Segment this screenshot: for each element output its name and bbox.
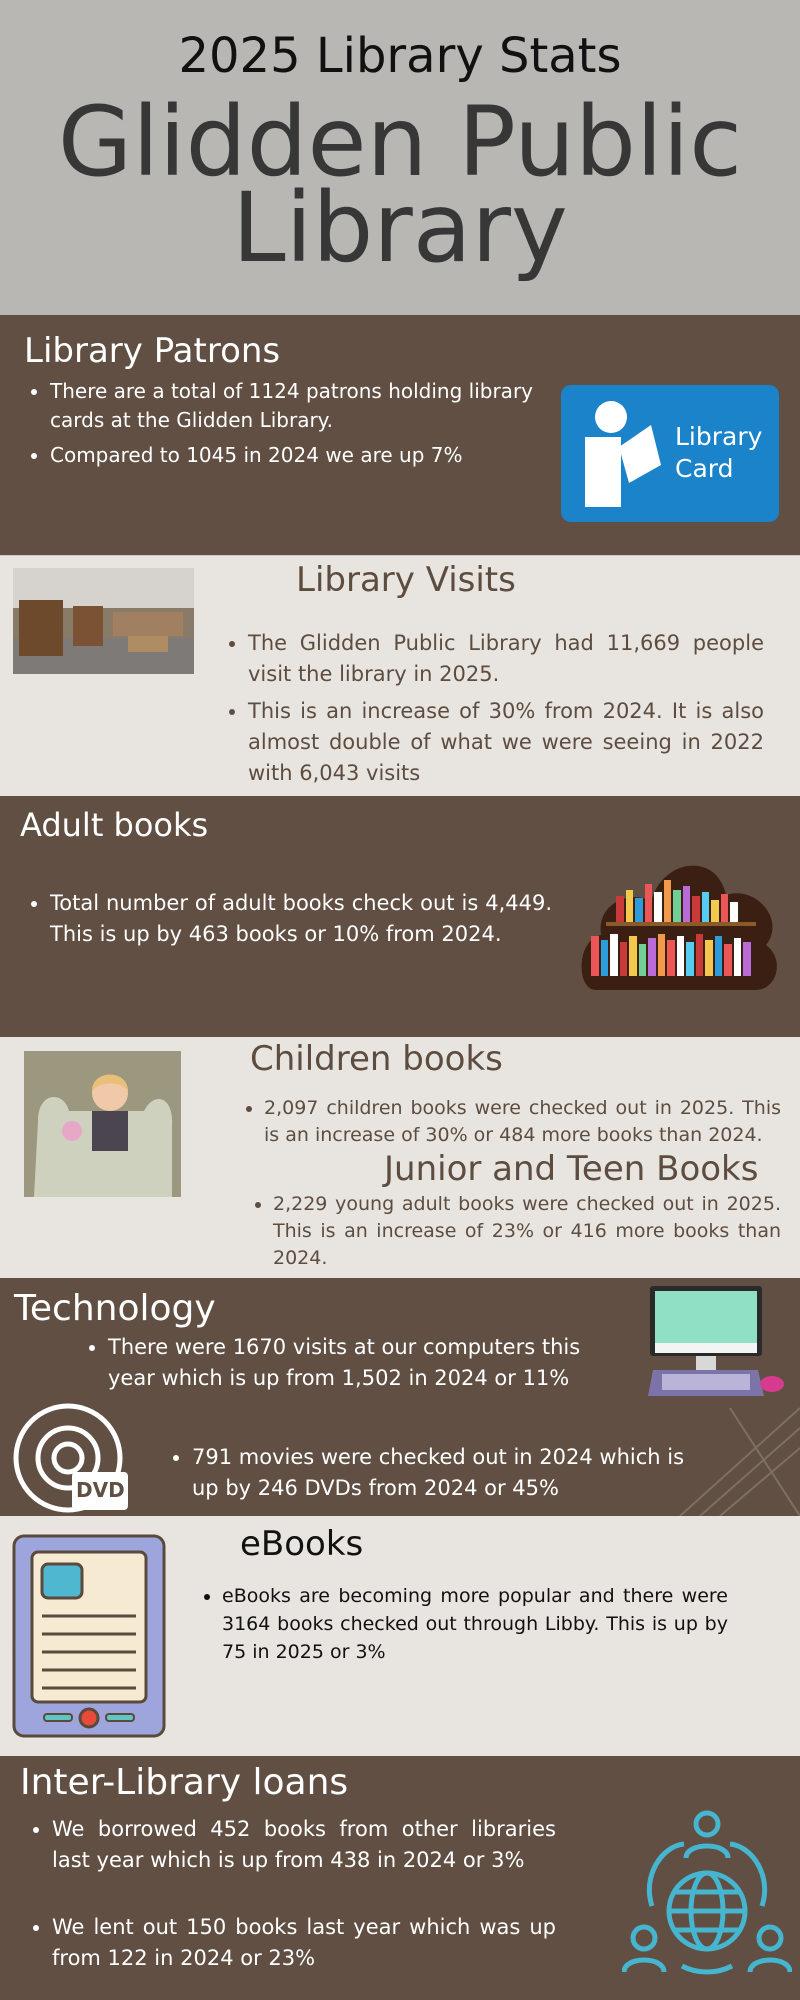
section-ebooks (0, 1516, 800, 1756)
ebooks-heading: eBooks (240, 1524, 364, 1564)
ill-list-2 (26, 1912, 556, 1980)
patrons-bullet-2: • Compared to 1045 in 2024 we are up 7% (50, 441, 554, 470)
section-technology (0, 1278, 800, 1516)
page-title-line2: Library (232, 172, 568, 284)
children-list (238, 1095, 781, 1155)
adult-list (24, 888, 552, 956)
adult-bullet-1: • Total number of adult books check out is 4,449. This is up by 463 books or 10% from 2024. (50, 888, 552, 950)
ill-bullet-1: • We borrowed 452 books from other libraries last year which is up from 438 in 2024 or 3% (52, 1814, 556, 1876)
patrons-bullet-1: • There are a total of 1124 patrons holding library cards at the Glidden Library. (50, 377, 554, 435)
teen-bullet-1: • 2,229 young adult books were checked out in 2025. This is an increase of 23% or 416 more books than 2024. (273, 1191, 781, 1272)
section-adult-books (0, 796, 800, 1037)
section-children-books (0, 1037, 800, 1278)
library-interior-photo (13, 568, 194, 674)
children-heading: Children books (250, 1039, 503, 1079)
dvd-bullet-1: • 791 movies were checked out in 2024 which is up by 246 DVDs from 2024 or 45% (192, 1442, 706, 1504)
section-visits (0, 555, 800, 795)
bookshelf-cloud-icon (576, 840, 780, 990)
patrons-list (24, 377, 554, 476)
dvd-label: DVD (76, 1478, 125, 1502)
technology-bullet-1: • There were 1670 visits at our computers this year which is up from 1,502 in 2024 or 11% (108, 1332, 622, 1394)
teen-list (247, 1191, 781, 1278)
ill-list-1 (26, 1814, 556, 1882)
section-inter-library-loans (0, 1756, 800, 2000)
global-network-icon (622, 1806, 792, 1976)
visits-bullet-1: • The Glidden Public Library had 11,669 people visit the library in 2025. (248, 628, 764, 690)
header-banner (0, 0, 800, 315)
child-reading-photo (24, 1051, 181, 1197)
section-patrons (0, 315, 800, 555)
children-bullet-1: • 2,097 children books were checked out in 2025. This is an increase of 30% or 484 more books than 2024. (264, 1095, 781, 1149)
dvd-icon (12, 1402, 130, 1514)
page-subtitle: 2025 Library Stats (178, 28, 622, 84)
visits-bullet-2: • This is an increase of 30% from 2024. It is also almost double of what we were seeing in 2022 with 6,043 visits (248, 696, 764, 789)
ebooks-list (196, 1582, 728, 1672)
teen-heading: Junior and Teen Books (380, 1149, 758, 1189)
technology-list (82, 1332, 622, 1400)
visits-heading: Library Visits (296, 560, 516, 600)
library-card-icon (561, 385, 779, 522)
ill-heading: Inter-Library loans (20, 1762, 349, 1803)
ebooks-bullet-1: • eBooks are becoming more popular and there were 3164 books checked out through Libby. This is up by 75 in 2025 or 3% (222, 1582, 728, 1666)
patrons-heading: Library Patrons (24, 331, 281, 371)
dvd-list (166, 1442, 706, 1510)
ill-bullet-2: • We lent out 150 books last year which was up from 122 in 2024 or 23% (52, 1912, 556, 1974)
visits-list (222, 628, 764, 795)
library-card-label-1: Library (675, 422, 763, 451)
page-title-line1: Glidden Public (57, 86, 743, 198)
library-card-label-2: Card (675, 454, 734, 483)
technology-heading: Technology (14, 1288, 216, 1329)
adult-heading: Adult books (20, 806, 209, 844)
computer-icon (648, 1286, 788, 1401)
reader-icon (561, 385, 779, 522)
ereader-icon (12, 1534, 166, 1738)
